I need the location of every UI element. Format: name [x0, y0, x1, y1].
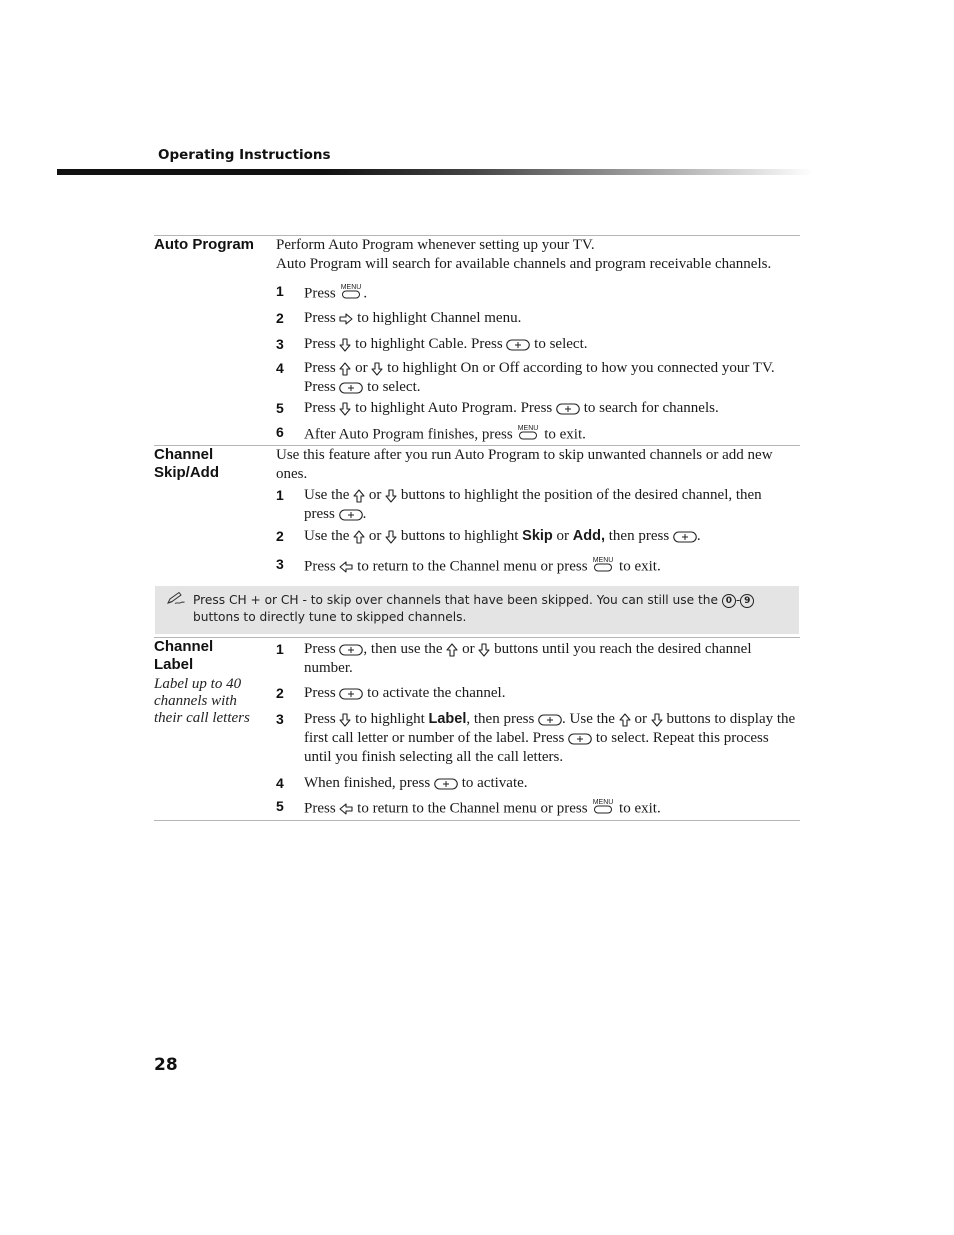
step-text-part: to search for channels. — [583, 400, 719, 416]
auto-program-intro — [276, 236, 796, 274]
menu-icon-label: MENU — [592, 799, 614, 806]
menu-button-icon — [591, 797, 615, 821]
step-number: 2 — [276, 685, 284, 701]
step-text-part: Press — [304, 711, 336, 727]
step-number: 2 — [276, 310, 284, 326]
enter-button-icon — [339, 644, 363, 656]
step-text-part: Press — [304, 336, 336, 352]
enter-button-icon — [506, 339, 530, 351]
step-number: 5 — [276, 798, 284, 814]
up-arrow-icon — [339, 362, 351, 376]
menu-button-icon — [339, 282, 363, 306]
step-text-part: to select. Repeat this process until you finish selecting all the call letters. — [304, 730, 769, 765]
section-label-auto-program: Auto Program — [154, 236, 255, 253]
page-number: 28 — [154, 1055, 178, 1075]
down-arrow-icon — [651, 713, 663, 727]
subtitle-line: Label up to 40 — [154, 676, 242, 692]
step-text-part: or — [355, 360, 368, 376]
step-text-part: . — [362, 506, 367, 522]
down-arrow-icon — [385, 489, 397, 503]
add-keyword: Add, — [572, 528, 606, 544]
step-number: 2 — [276, 528, 284, 544]
step-number: 4 — [276, 775, 284, 791]
enter-button-icon — [568, 733, 592, 745]
step-text-part: buttons to display the first call letter or number of the label. Press — [304, 711, 796, 746]
note-text — [193, 592, 795, 626]
step-text-part: Press — [304, 685, 336, 701]
menu-icon-label: MENU — [518, 425, 539, 432]
step-text-part: buttons to highlight — [400, 528, 519, 544]
down-arrow-icon — [339, 338, 351, 352]
up-arrow-icon — [353, 489, 365, 503]
step-text-part: to select. — [367, 379, 421, 395]
right-arrow-icon — [339, 313, 353, 325]
step-text — [304, 423, 796, 447]
step-text-part: Use the — [304, 528, 350, 544]
step-text — [304, 710, 796, 767]
step-text-part: to exit. — [544, 426, 586, 443]
step-text-part: to return to the Channel menu or press — [357, 800, 588, 817]
step-number: 3 — [276, 556, 284, 572]
step-text-part: or — [368, 487, 382, 503]
up-arrow-icon — [353, 530, 365, 544]
enter-button-icon — [538, 714, 562, 726]
subtitle-line: channels with — [154, 693, 237, 709]
step-text — [304, 399, 796, 418]
step-text-part: . — [696, 528, 701, 544]
step-number: 3 — [276, 711, 284, 727]
step-text-part: or — [556, 528, 570, 544]
step-text-part: to highlight Auto Program. Press — [355, 400, 553, 416]
enter-button-icon — [339, 382, 363, 394]
step-text-part: Press — [304, 800, 336, 817]
section-label-channel-label — [154, 638, 213, 674]
step-number: 1 — [276, 283, 284, 299]
step-text — [304, 640, 796, 678]
step-number: 5 — [276, 400, 284, 416]
left-arrow-icon — [339, 561, 353, 573]
step-text-part: Press — [304, 558, 336, 575]
intro-line: Auto Program will search for available channels and program receivable channels. — [276, 256, 772, 272]
section-divider — [154, 820, 800, 821]
step-text — [304, 359, 796, 397]
note-text-part: buttons to directly tune to skipped channels. — [193, 610, 467, 624]
intro-line: Perform Auto Program whenever setting up your TV. — [276, 237, 595, 253]
step-text — [304, 335, 796, 354]
up-arrow-icon — [619, 713, 631, 727]
enter-button-icon — [339, 688, 363, 700]
step-text — [304, 684, 796, 703]
step-text-part: Press — [304, 379, 336, 395]
step-text-part: to exit. — [619, 558, 661, 575]
menu-icon-label: MENU — [592, 557, 614, 564]
skip-keyword: Skip — [522, 528, 553, 544]
header-bar — [57, 169, 813, 175]
step-number: 3 — [276, 336, 284, 352]
menu-button-icon — [591, 555, 615, 579]
menu-button-icon — [516, 423, 540, 447]
enter-button-icon — [434, 778, 458, 790]
step-text — [304, 555, 796, 579]
down-arrow-icon — [371, 362, 383, 376]
left-arrow-icon — [339, 803, 353, 815]
step-text-part: to highlight On or Off according to how you connected your TV. — [387, 360, 775, 376]
pencil-note-icon — [166, 591, 186, 605]
label-line: Channel — [154, 446, 214, 463]
circled-digit-nine: 9 — [740, 594, 754, 608]
step-text — [304, 774, 796, 793]
step-number: 4 — [276, 360, 284, 376]
note-text-part: - — [735, 593, 741, 607]
step-text-part: Press — [304, 360, 336, 376]
step-text-part: or — [462, 641, 475, 657]
step-text — [304, 486, 796, 524]
step-text — [304, 309, 796, 328]
down-arrow-icon — [478, 643, 490, 657]
step-text-part: to select. — [534, 336, 588, 352]
enter-button-icon — [339, 509, 363, 521]
step-text — [304, 797, 796, 821]
up-arrow-icon — [446, 643, 458, 657]
enter-button-icon — [673, 531, 697, 543]
step-text-part: then press — [608, 528, 670, 544]
step-text-part: . Use the — [562, 711, 615, 727]
circled-digit-zero: 0 — [722, 594, 736, 608]
step-number: 6 — [276, 424, 284, 440]
menu-icon-label: MENU — [341, 284, 362, 291]
enter-button-icon — [556, 403, 580, 415]
step-text-part: When finished, press — [304, 775, 431, 791]
step-text-part: to activate the channel. — [367, 685, 506, 701]
step-text-part: or — [634, 711, 647, 727]
step-text-part: After Auto Program finishes, press — [304, 426, 513, 443]
down-arrow-icon — [385, 530, 397, 544]
step-text-part: to highlight Cable. Press — [355, 336, 503, 352]
step-number: 1 — [276, 487, 284, 503]
step-text-part: Press — [304, 285, 336, 302]
step-text-part: Press — [304, 310, 336, 326]
step-text-part: Press — [304, 641, 336, 657]
header-title: Operating Instructions — [158, 147, 331, 163]
step-text-part: Press — [304, 400, 336, 416]
step-text-part: or — [368, 528, 382, 544]
down-arrow-icon — [339, 402, 351, 416]
note-text-part: Press CH + or CH - to skip over channels that have been skipped. You can still use the — [193, 593, 718, 607]
step-text-part: . — [363, 285, 368, 302]
channel-skip-add-intro: Use this feature after you run Auto Program to skip unwanted channels or add new ones. — [276, 447, 773, 482]
section-divider — [154, 637, 800, 638]
step-text-part: to return to the Channel menu or press — [357, 558, 588, 575]
step-text-part: , then use the — [363, 641, 443, 657]
step-text-part: Use the — [304, 487, 350, 503]
step-text-part: to activate. — [461, 775, 528, 791]
label-line: Label — [154, 656, 194, 673]
step-text-part: buttons to highlight the position of the desired channel, then press — [304, 487, 762, 522]
step-text-part: , then press — [466, 711, 535, 727]
section-label-channel-skip-add — [154, 446, 219, 482]
step-text-part: to exit. — [619, 800, 661, 817]
subtitle-line: their call letters — [154, 710, 250, 726]
down-arrow-icon — [339, 713, 351, 727]
label-line: Channel — [154, 638, 214, 655]
step-number: 1 — [276, 641, 284, 657]
step-text — [304, 282, 796, 306]
step-text-part: buttons until you reach the desired channel number. — [304, 641, 752, 676]
label-keyword: Label — [428, 711, 467, 727]
step-text-part: to highlight Channel menu. — [357, 310, 522, 326]
step-text-part: to highlight — [355, 711, 425, 727]
channel-label-subtitle — [154, 676, 264, 727]
step-text — [304, 527, 796, 546]
label-line: Skip/Add — [154, 464, 220, 481]
